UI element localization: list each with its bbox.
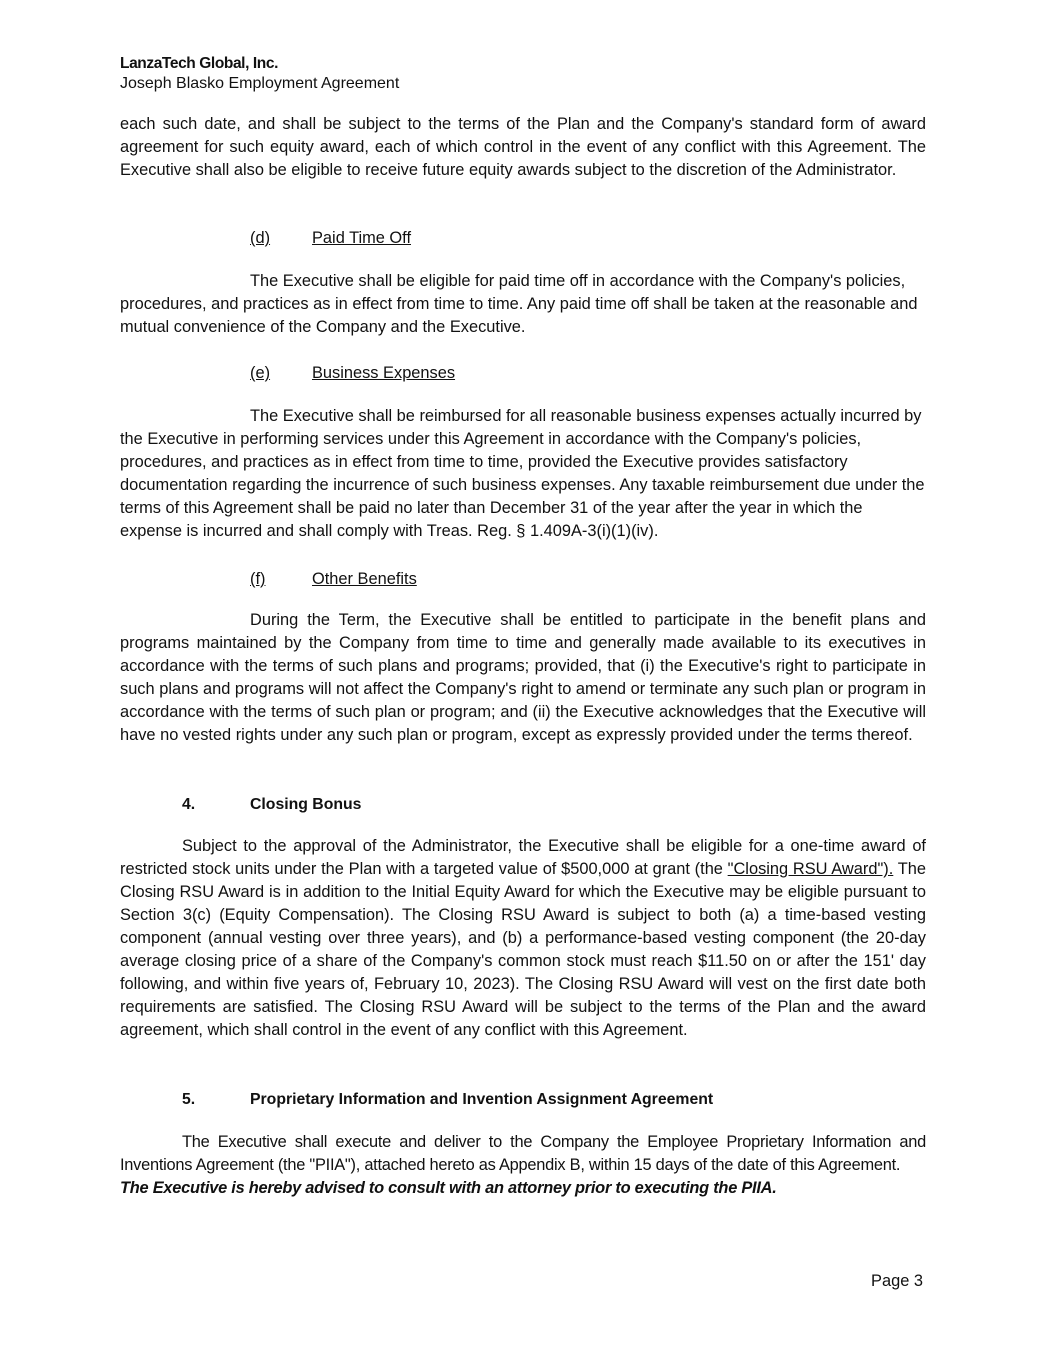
intro-paragraph: each such date, and shall be subject to the terms of the Plan and the Company's standard form of award agreement for such equity award, each of which control in the event of any conflict with this Agreement. The Executive shall also be eligible to receive future equity awards subject to the discretion of the Administrator. [120, 115, 926, 179]
section-f-body: During the Term, the Executive shall be entitled to participate in the benefit plans and programs maintained by the Company from time to time and generally made available to its executives in accordance with the terms of such plans and programs; provided, that (i) the Executive's right to participate in such plans and programs will not affect the Company's right to amend or terminate any such plan or program in accordance with the terms of such plan or program; and (ii) the Executive acknowledges that the Executive will have no vested rights under any such plan or program, except as expressly provided under the terms thereof. [120, 611, 926, 744]
section-4-body [120, 835, 926, 1042]
section-e-body-block [120, 405, 926, 543]
section-4-body-end: The Closing RSU Award is in addition to the Initial Equity Award for which the Executive may be eligible pursuant to Section 3(c) (Equity Compensation). The Closing RSU Award is subject to both (a) a time-based vesting component (annual vesting over three years), and (b) a performance-based vesting component (the 20-day average closing price of a share of the Company's common stock must reach $11.50 on or after the 151' day following, and within five years of, February 10, 2023). The Closing RSU Award will vest on the first date both requirements are satisfied. The Closing RSU Award will be subject to the terms of the Plan and the award agreement, which shall control in the event of any conflict with this Agreement. [120, 860, 926, 1039]
section-d-body: The Executive shall be eligible for paid time off in accordance with the Company's policies, procedures, and practices as in effect from time to time. Any paid time off shall be taken at the reasonable and mutual convenience of the Company and the Executive. [120, 272, 918, 336]
header-document-title: Joseph Blasko Employment Agreement [120, 75, 400, 92]
section-5-body-text: The Executive shall execute and deliver to the Company the Employee Proprietary Information and Inventions Agreement (the "PIIA"), attached hereto as Appendix B, within 15 days of the date of this Agreement. [120, 1133, 926, 1174]
section-5-attorney-advisory: The Executive is hereby advised to consult with an attorney prior to executing the PIIA. [120, 1179, 777, 1197]
section-d-body-block [120, 270, 926, 339]
section-d-title: Paid Time Off [312, 229, 411, 247]
closing-rsu-award-defined-term: "Closing RSU Award"). [727, 860, 894, 878]
section-4-body-block [120, 835, 926, 1042]
intro-paragraph-block [120, 113, 926, 182]
section-5-number: 5. [182, 1091, 196, 1108]
page-number: Page 3 [871, 1272, 923, 1290]
section-e-body: The Executive shall be reimbursed for all reasonable business expenses actually incurred by the Executive in performing services under this Agreement in accordance with the Company's policies, procedures, and practices as in effect from time to time, provided the Executive provides satisfactory documentation regarding the incurrence of such business expenses. Any taxable reimbursement due under the terms of this Agreement shall be paid no later than December 31 of the year after the year in which the expense is incurred and shall comply with Treas. Reg. § 1.409A-3(i)(1)(iv). [120, 407, 925, 540]
section-e-title: Business Expenses [312, 364, 456, 382]
section-4-body-start: Subject to the approval of the Administrator, the Executive shall be eligible for a one-time award of restricted stock units under the Plan with a targeted value of $500,000 at grant (the [120, 837, 926, 878]
header-company-name: LanzaTech Global, Inc. [120, 55, 278, 72]
section-d-number: (d) [250, 229, 271, 247]
section-5-body-block [120, 1131, 926, 1200]
section-5-body [120, 1131, 926, 1200]
section-e-number: (e) [250, 364, 271, 382]
section-4-number: 4. [182, 796, 196, 813]
section-5-title: Proprietary Information and Invention Assignment Agreement [250, 1091, 714, 1108]
section-f-body-block [120, 609, 926, 747]
section-4-title: Closing Bonus [250, 796, 362, 813]
section-f-title: Other Benefits [312, 570, 417, 588]
section-f-number: (f) [250, 570, 266, 588]
